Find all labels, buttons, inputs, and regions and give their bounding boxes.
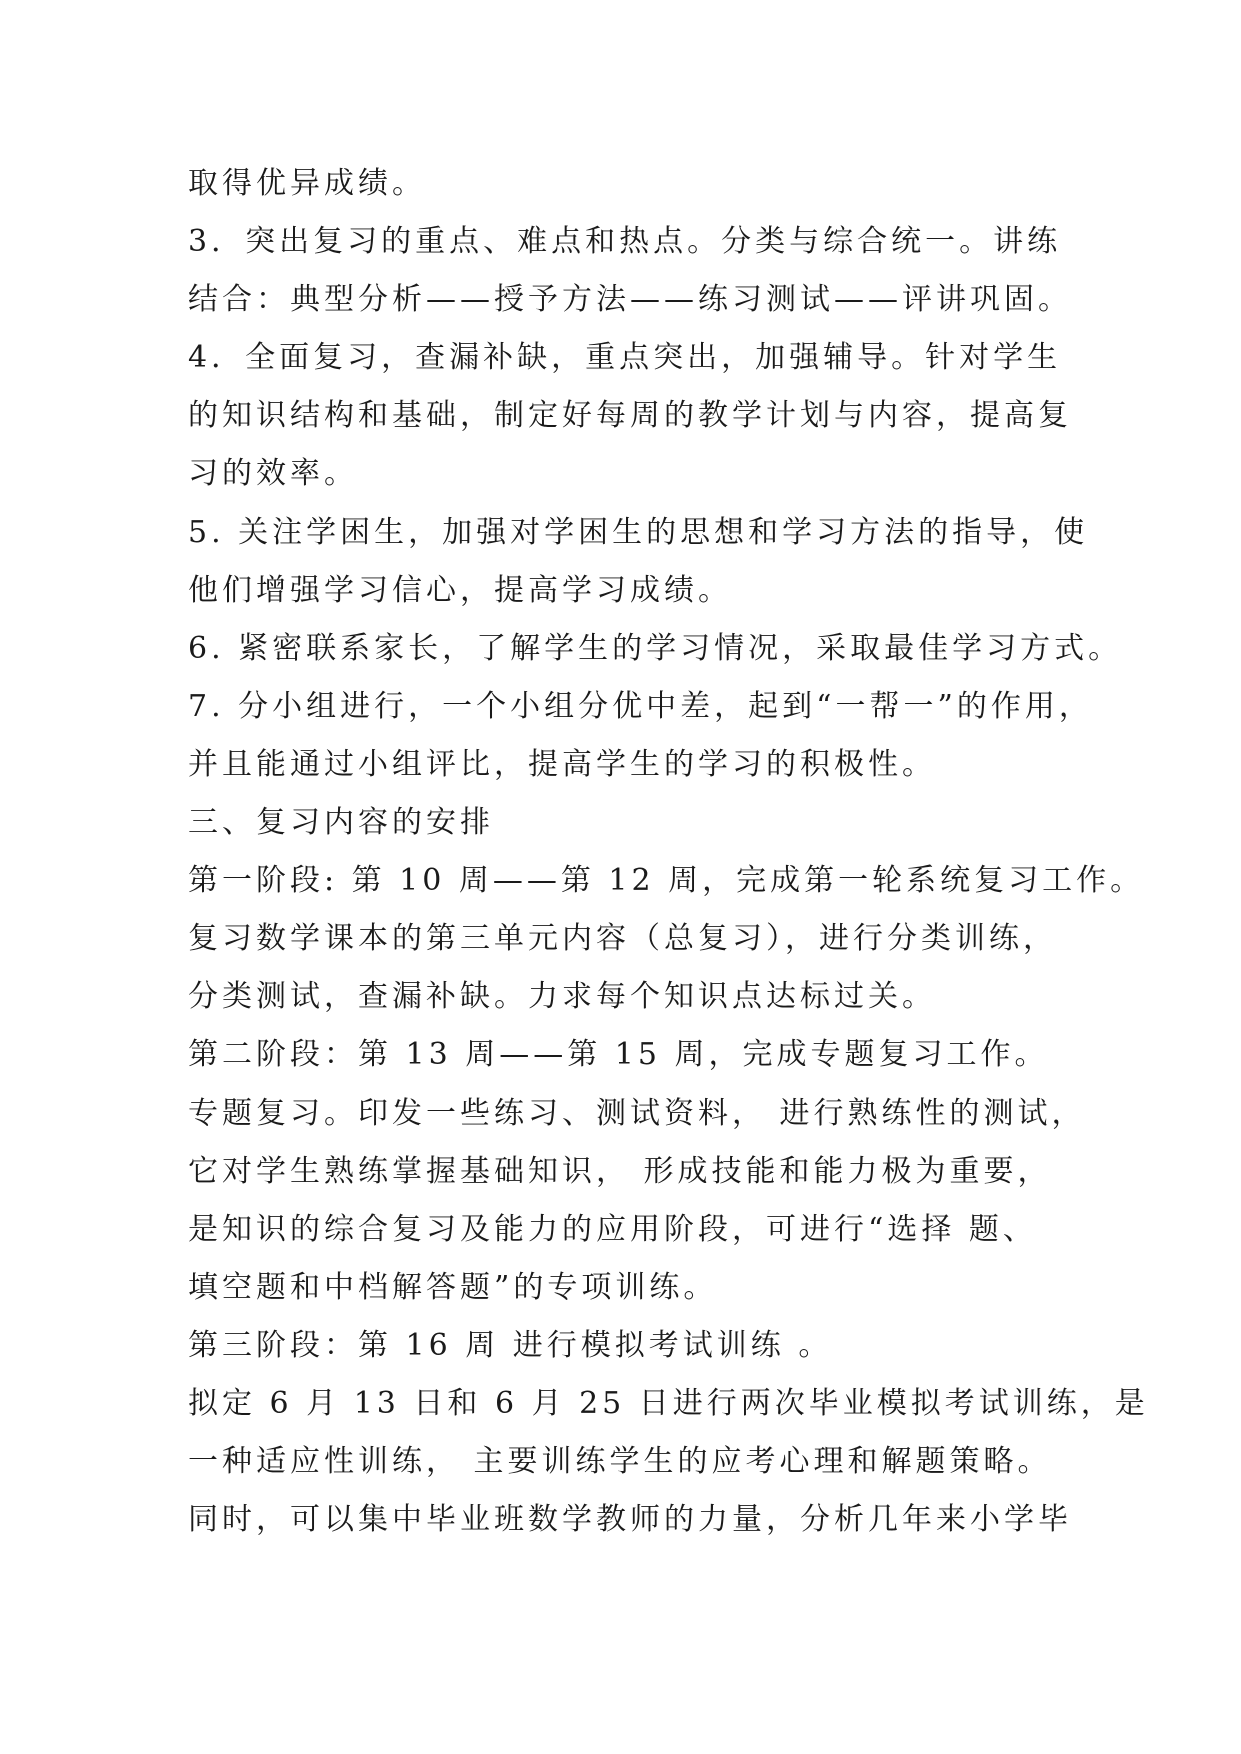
text-line: 第一阶段: 第 10 周——第 12 周，完成第一轮系统复习工作。 (188, 863, 1145, 899)
text-line: 5. 关注学困生，加强对学困生的思想和学习方法的指导，使 (188, 514, 1089, 550)
text-line: 3．突出复习的重点、难点和热点。分类与综合统一。讲练 (188, 224, 1062, 260)
text-line: 第二阶段：第 13 周——第 15 周，完成专题复习工作。 (188, 1037, 1049, 1073)
text-line: 是知识的综合复习及能力的应用阶段，可进行“选择 题、 (188, 1211, 1037, 1247)
text-line: 专题复习。印发一些练习、测试资料， 进行熟练性的测试， (188, 1095, 1086, 1131)
text-line: 结合：典型分析——授予方法——练习测试——评讲巩固。 (188, 282, 1072, 318)
section-heading: 三、复习内容的安排 (188, 805, 494, 841)
text-line: 取得优异成绩。 (188, 166, 426, 201)
text-line: 的知识结构和基础，制定好每周的教学计划与内容，提高复 (188, 398, 1072, 434)
text-line: 同时，可以集中毕业班数学教师的力量，分析几年来小学毕 (188, 1502, 1072, 1538)
text-line: 填空题和中档解答题”的专项训练。 (188, 1269, 718, 1305)
text-line: 6. 紧密联系家长，了解学生的学习情况，采取最佳学习方式。 (188, 630, 1123, 666)
text-line: 复习数学课本的第三单元内容（总复习），进行分类训练， (188, 921, 1057, 957)
text-line: 分类测试，查漏补缺。力求每个知识点达标过关。 (188, 979, 936, 1015)
text-line: 4．全面复习，查漏补缺，重点突出，加强辅导。针对学生 (188, 340, 1062, 376)
text-line: 习的效率。 (188, 456, 358, 492)
text-line: 它对学生熟练掌握基础知识， 形成技能和能力极为重要， (188, 1153, 1052, 1189)
text-line: 一种适应性训练， 主要训练学生的应考心理和解题策略。 (188, 1444, 1052, 1480)
text-line: 第三阶段：第 16 周 进行模拟考试训练 。 (188, 1327, 833, 1363)
text-line: 他们增强学习信心，提高学习成绩。 (188, 572, 732, 608)
text-line: 并且能通过小组评比，提高学生的学习的积极性。 (188, 746, 936, 782)
text-line: 拟定 6 月 13 日和 6 月 25 日进行两次毕业模拟考试训练，是 (188, 1385, 1149, 1421)
document-body (188, 155, 1149, 1549)
text-line: 7. 分小组进行，一个小组分优中差，起到“一帮一”的作用， (188, 688, 1093, 724)
